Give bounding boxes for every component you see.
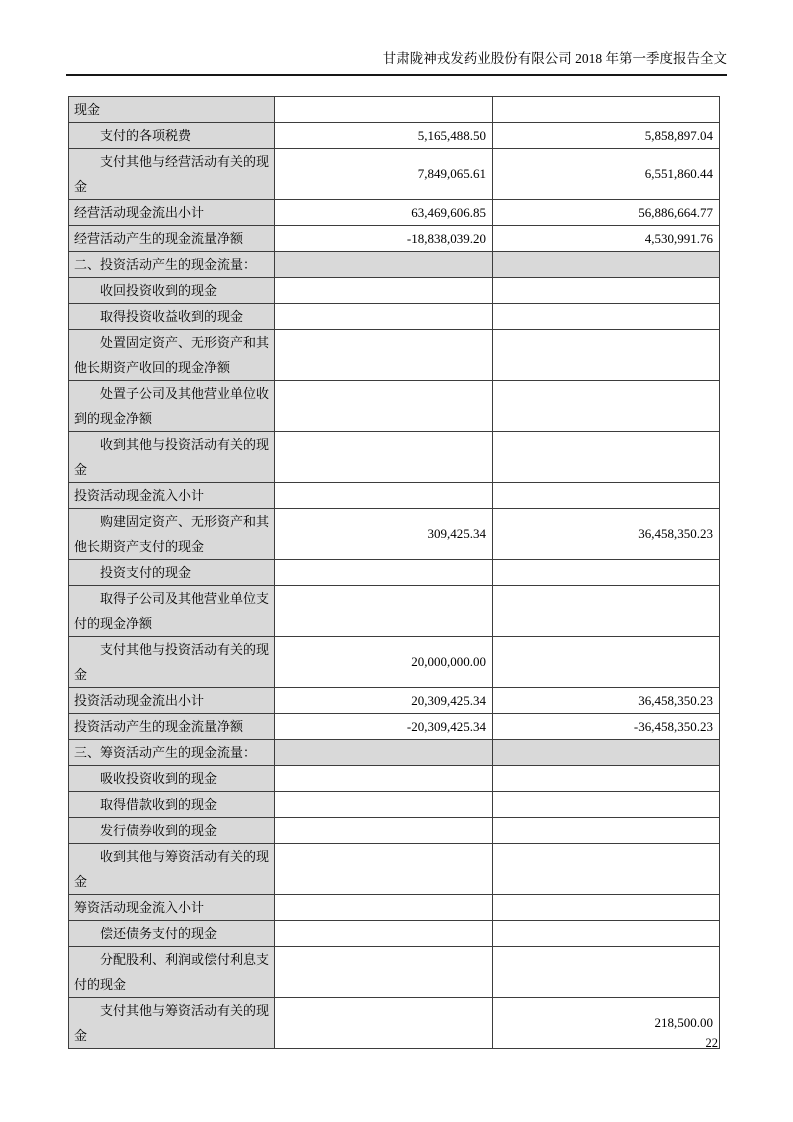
table-row [69,844,720,895]
table-row [69,740,720,766]
row-value-2-cell [493,278,720,304]
row-label: 收回投资收到的现金 [100,283,218,298]
row-label-cell [69,97,275,123]
row-label: 收到其他与筹资活动有关的现金 [74,849,270,889]
row-label: 取得借款收到的现金 [100,797,218,812]
table-row [69,252,720,278]
table-row [69,688,720,714]
table-row [69,895,720,921]
row-label-cell [69,304,275,330]
row-value-2-cell [493,381,720,432]
row-value-2-cell [493,97,720,123]
row-label: 投资支付的现金 [100,565,192,580]
row-label: 支付其他与经营活动有关的现金 [74,154,270,194]
row-value-2-cell [493,304,720,330]
row-value-2-cell [493,560,720,586]
row-label: 偿还债务支付的现金 [100,926,218,941]
row-value-1-cell: 7,849,065.61 [275,149,493,200]
row-value-2-cell [493,586,720,637]
row-value-2-cell [493,818,720,844]
table-row [69,226,720,252]
row-label-cell [69,637,275,688]
row-label-cell [69,509,275,560]
row-label: 经营活动现金流出小计 [74,205,205,220]
row-value-2-cell [493,432,720,483]
row-value-1-cell [275,483,493,509]
table-row [69,766,720,792]
row-value-1-cell [275,740,493,766]
row-value-1-cell: -20,309,425.34 [275,714,493,740]
row-label-cell [69,947,275,998]
row-label: 投资活动产生的现金流量净额 [74,719,244,734]
row-label: 取得投资收益收到的现金 [100,309,244,324]
row-label: 吸收投资收到的现金 [100,771,218,786]
row-value-1-cell [275,381,493,432]
row-label: 筹资活动现金流入小计 [74,900,205,915]
row-label-cell [69,483,275,509]
row-label-cell [69,714,275,740]
row-label-cell [69,792,275,818]
row-label-cell [69,278,275,304]
row-value-1-cell [275,304,493,330]
table-row [69,560,720,586]
row-label: 经营活动产生的现金流量净额 [74,231,244,246]
row-value-2-cell: 36,458,350.23 [493,509,720,560]
row-label: 分配股利、利润或偿付利息支付的现金 [74,952,270,992]
table-row [69,818,720,844]
page-number: 22 [705,1036,718,1050]
row-value-2-cell [493,844,720,895]
row-value-1-cell: 20,000,000.00 [275,637,493,688]
row-value-2-cell [493,895,720,921]
table-row [69,381,720,432]
row-value-2-cell: 36,458,350.23 [493,688,720,714]
row-label: 支付其他与投资活动有关的现金 [74,642,270,682]
row-label-cell [69,432,275,483]
row-value-1-cell [275,921,493,947]
row-value-1-cell [275,586,493,637]
row-label: 取得子公司及其他营业单位支付的现金净额 [74,591,270,631]
cash-flow-table [68,96,720,1049]
row-value-2-cell [493,252,720,278]
row-value-2-cell [493,792,720,818]
row-value-1-cell [275,947,493,998]
row-value-1-cell: 309,425.34 [275,509,493,560]
row-label-cell [69,200,275,226]
row-label-cell [69,123,275,149]
table-row [69,432,720,483]
row-value-1-cell [275,895,493,921]
table-row [69,586,720,637]
table-row [69,714,720,740]
row-label-cell [69,252,275,278]
row-value-2-cell [493,483,720,509]
table-row [69,278,720,304]
row-value-2-cell [493,921,720,947]
table-row [69,947,720,998]
row-value-2-cell: 56,886,664.77 [493,200,720,226]
row-value-1-cell: 20,309,425.34 [275,688,493,714]
row-value-1-cell [275,252,493,278]
row-label: 支付其他与筹资活动有关的现金 [74,1003,270,1043]
table-row [69,483,720,509]
table-row [69,792,720,818]
table-row [69,149,720,200]
row-value-1-cell: 5,165,488.50 [275,123,493,149]
row-value-1-cell [275,844,493,895]
table-row [69,637,720,688]
row-label: 购建固定资产、无形资产和其他长期资产支付的现金 [74,514,270,554]
row-label: 发行债券收到的现金 [100,823,218,838]
row-value-1-cell [275,818,493,844]
table-row [69,123,720,149]
row-label-cell [69,149,275,200]
row-value-1-cell [275,432,493,483]
row-label: 支付的各项税费 [100,128,192,143]
row-label-cell [69,688,275,714]
row-label-cell [69,740,275,766]
row-label-cell [69,921,275,947]
row-label-cell [69,560,275,586]
row-label-cell [69,844,275,895]
row-value-2-cell: -36,458,350.23 [493,714,720,740]
row-value-2-cell [493,947,720,998]
row-label-cell [69,895,275,921]
row-value-2-cell: 218,500.00 [493,998,720,1049]
table-row [69,304,720,330]
row-value-2-cell [493,637,720,688]
row-value-2-cell [493,766,720,792]
row-value-1-cell: -18,838,039.20 [275,226,493,252]
row-value-2-cell: 4,530,991.76 [493,226,720,252]
cash-flow-table-body [69,97,720,1049]
row-label: 现金 [74,102,101,117]
row-label-cell [69,226,275,252]
row-value-2-cell: 6,551,860.44 [493,149,720,200]
row-value-1-cell [275,766,493,792]
row-label: 收到其他与投资活动有关的现金 [74,437,270,477]
row-value-1-cell [275,560,493,586]
row-label: 投资活动现金流出小计 [74,693,205,708]
row-value-2-cell [493,330,720,381]
table-row [69,921,720,947]
row-label: 处置固定资产、无形资产和其他长期资产收回的现金净额 [74,335,270,375]
row-label-cell [69,766,275,792]
row-value-1-cell: 63,469,606.85 [275,200,493,226]
row-label-cell [69,381,275,432]
row-label-cell [69,818,275,844]
row-value-1-cell [275,97,493,123]
row-label-cell [69,586,275,637]
row-value-1-cell [275,330,493,381]
row-value-2-cell: 5,858,897.04 [493,123,720,149]
table-row [69,200,720,226]
row-value-1-cell [275,278,493,304]
row-label: 二、投资活动产生的现金流量： [74,257,257,272]
row-label: 处置子公司及其他营业单位收到的现金净额 [74,386,270,426]
document-header-title: 甘肃陇神戎发药业股份有限公司 2018 年第一季度报告全文 [66,50,727,76]
row-value-2-cell [493,740,720,766]
table-row [69,97,720,123]
row-label: 投资活动现金流入小计 [74,488,205,503]
table-row [69,330,720,381]
row-label: 三、筹资活动产生的现金流量： [74,745,257,760]
row-value-1-cell [275,792,493,818]
table-row [69,509,720,560]
row-label-cell [69,330,275,381]
